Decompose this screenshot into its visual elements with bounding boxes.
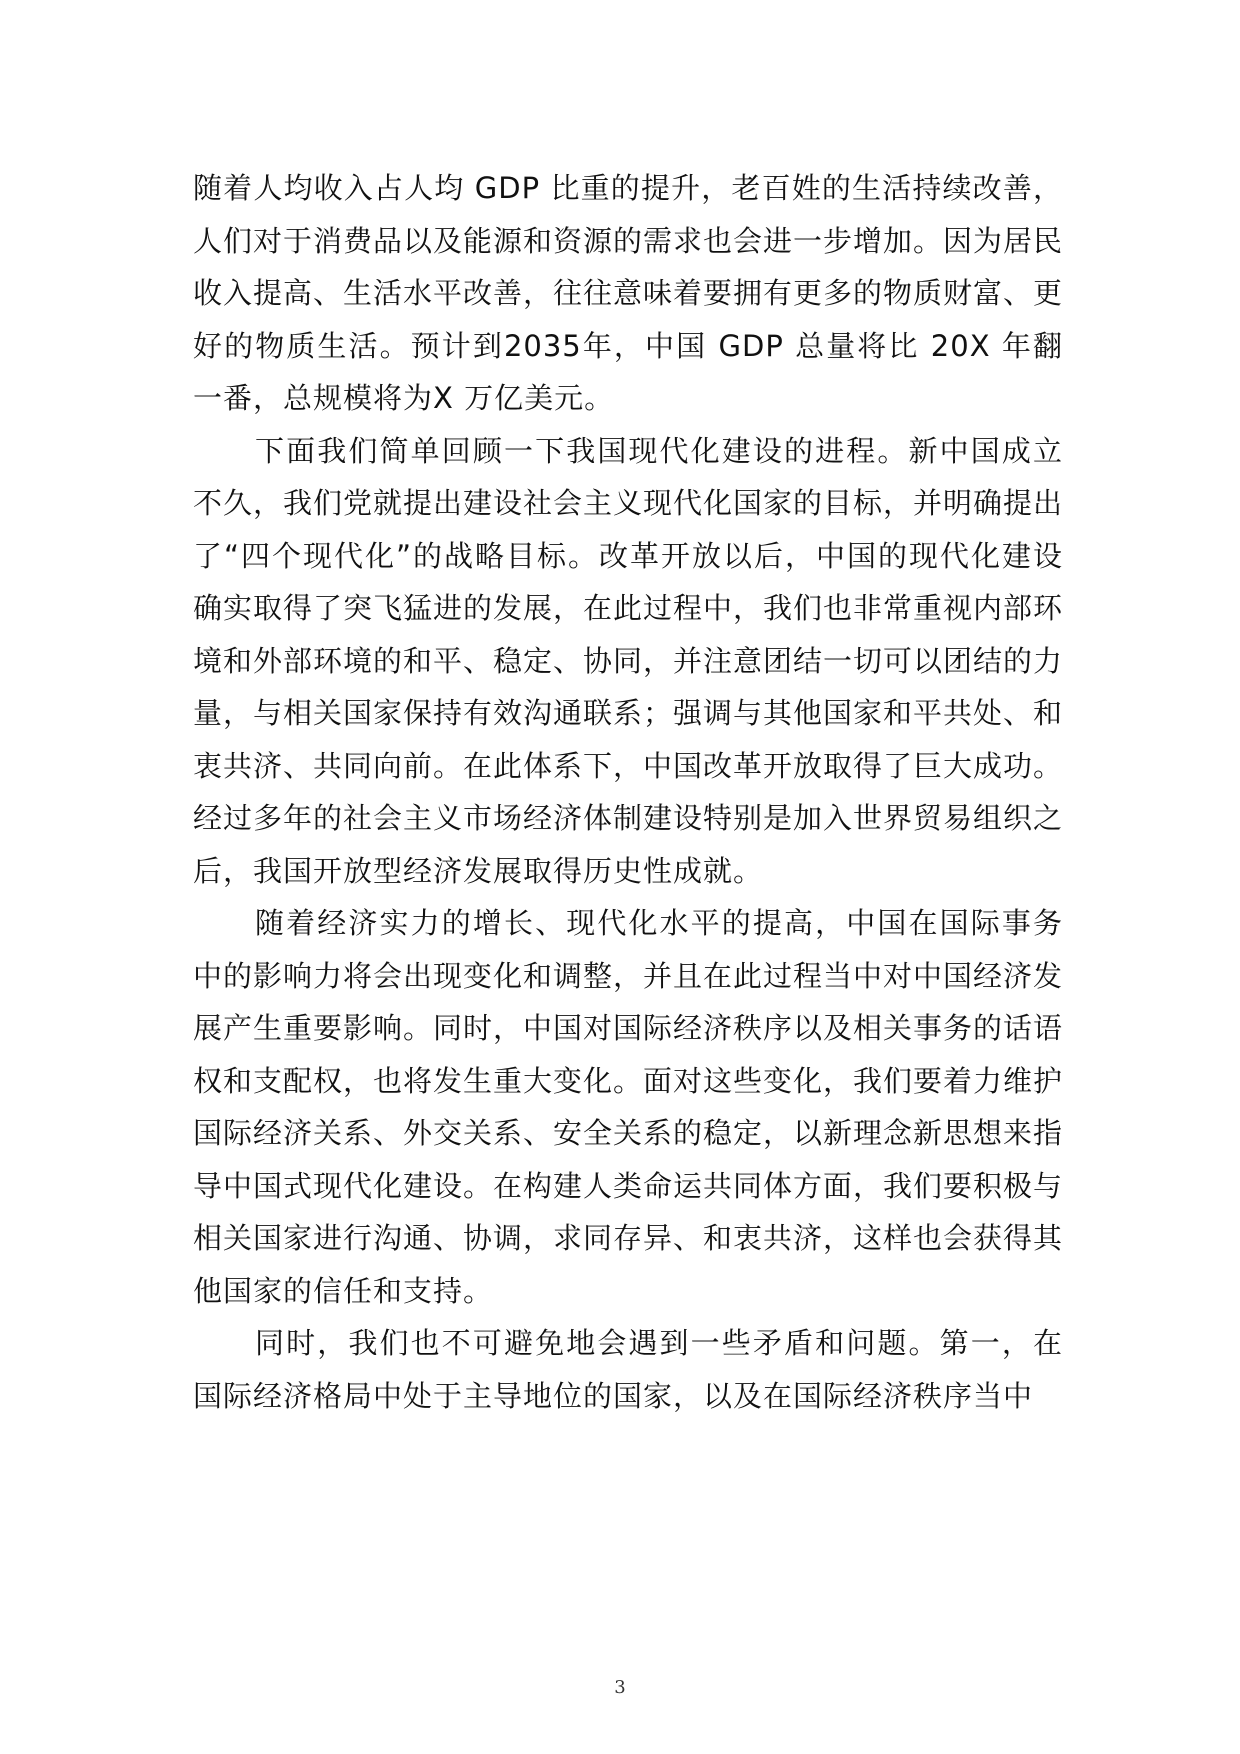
page-number: 3 xyxy=(614,1677,626,1698)
paragraph-1: 随着人均收入占人均 GDP 比重的提升，老百姓的生活持续改善，人们对于消费品以及能源和资源的需求也会进一步增加。因为居民收入提高、生活水平改善，往往意味着要拥有更多的物质财富、更好的物质生活。预计到2035年，中国 GDP 总量将比 20X 年翻一番，总规模将为X 万亿美元。 xyxy=(193,171,1064,415)
document-body xyxy=(193,162,1063,1422)
paragraph-2: 下面我们简单回顾一下我国现代化建设的进程。新中国成立不久，我们党就提出建设社会主义现代化国家的目标，并明确提出了“四个现代化”的战略目标。改革开放以后，中国的现代化建设确实取得了突飞猛进的发展，在此过程中，我们也非常重视内部环境和外部环境的和平、稳定、协同，并注意团结一切可以团结的力量，与相关国家保持有效沟通联系；强调与其他国家和平共处、和衷共济、共同向前。在此体系下，中国改革开放取得了巨大成功。经过多年的社会主义市场经济体制建设特别是加入世界贸易组织之后，我国开放型经济发展取得历史性成就。 xyxy=(193,433,1064,888)
paragraph-3: 随着经济实力的增长、现代化水平的提高，中国在国际事务中的影响力将会出现变化和调整，并且在此过程当中对中国经济发展产生重要影响。同时，中国对国际经济秩序以及相关事务的话语权和支配权，也将发生重大变化。面对这些变化，我们要着力维护国际经济关系、外交关系、安全关系的稳定，以新理念新思想来指导中国式现代化建设。在构建人类命运共同体方面，我们要积极与相关国家进行沟通、协调，求同存异、和衷共济，这样也会获得其他国家的信任和支持。 xyxy=(193,906,1064,1308)
paragraph-4: 同时，我们也不可避免地会遇到一些矛盾和问题。第一，在国际经济格局中处于主导地位的国家，以及在国际经济秩序当中 xyxy=(193,1326,1063,1413)
